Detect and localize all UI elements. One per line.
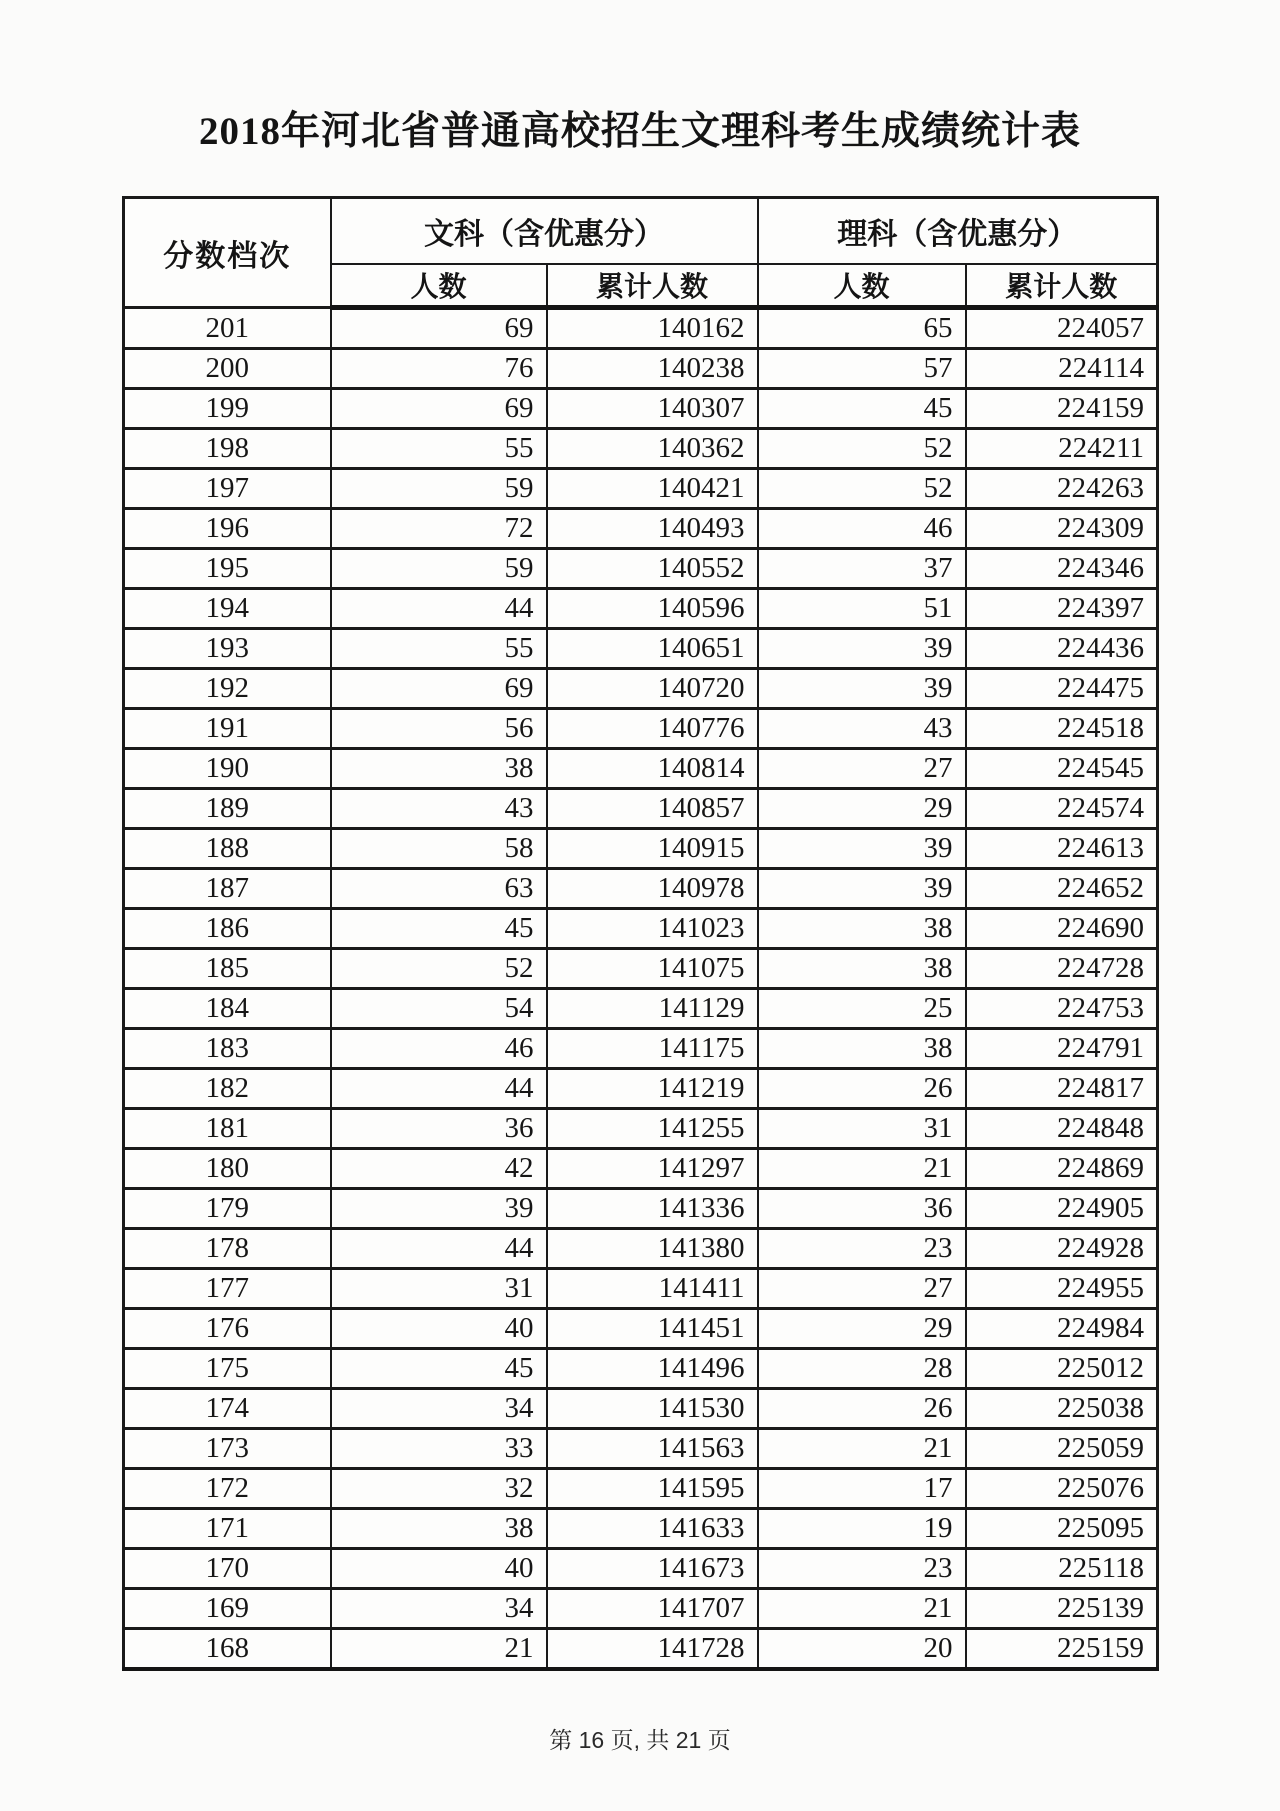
table-row <box>124 1469 1158 1509</box>
cell-science-cumulative: 224690 <box>966 909 1158 949</box>
cell-arts-count: 36 <box>331 1109 547 1149</box>
cell-science-cumulative: 224753 <box>966 989 1158 1029</box>
cell-science-count: 23 <box>758 1229 966 1269</box>
cell-arts-cumulative: 141595 <box>547 1469 758 1509</box>
table-row <box>124 949 1158 989</box>
table-row <box>124 1429 1158 1469</box>
cell-arts-cumulative: 140162 <box>547 308 758 349</box>
table-row <box>124 1589 1158 1629</box>
cell-arts-count: 38 <box>331 749 547 789</box>
cell-arts-cumulative: 141336 <box>547 1189 758 1229</box>
score-table-container <box>122 196 1159 1671</box>
cell-science-count: 26 <box>758 1069 966 1109</box>
cell-score-level: 176 <box>124 1309 331 1349</box>
score-table-body <box>124 308 1158 1670</box>
table-row <box>124 1389 1158 1429</box>
cell-science-count: 38 <box>758 949 966 989</box>
cell-science-cumulative: 224518 <box>966 709 1158 749</box>
cell-score-level: 193 <box>124 629 331 669</box>
cell-arts-cumulative: 141673 <box>547 1549 758 1589</box>
cell-science-cumulative: 225059 <box>966 1429 1158 1469</box>
cell-arts-count: 55 <box>331 629 547 669</box>
cell-science-cumulative: 225139 <box>966 1589 1158 1629</box>
header-arts-count: 人数 <box>331 264 547 308</box>
table-row <box>124 429 1158 469</box>
cell-science-cumulative: 224436 <box>966 629 1158 669</box>
cell-score-level: 181 <box>124 1109 331 1149</box>
cell-arts-cumulative: 141023 <box>547 909 758 949</box>
cell-science-cumulative: 224114 <box>966 349 1158 389</box>
header-score-level: 分数档次 <box>124 198 331 308</box>
cell-science-cumulative: 224545 <box>966 749 1158 789</box>
cell-score-level: 195 <box>124 549 331 589</box>
table-row <box>124 1109 1158 1149</box>
cell-score-level: 192 <box>124 669 331 709</box>
cell-science-cumulative: 224397 <box>966 589 1158 629</box>
cell-science-count: 21 <box>758 1589 966 1629</box>
cell-science-count: 29 <box>758 789 966 829</box>
header-arts-cumulative: 累计人数 <box>547 264 758 308</box>
cell-science-count: 26 <box>758 1389 966 1429</box>
cell-arts-cumulative: 141728 <box>547 1629 758 1670</box>
cell-arts-count: 45 <box>331 1349 547 1389</box>
cell-arts-count: 33 <box>331 1429 547 1469</box>
cell-arts-count: 55 <box>331 429 547 469</box>
cell-science-count: 52 <box>758 469 966 509</box>
cell-arts-cumulative: 140421 <box>547 469 758 509</box>
cell-science-cumulative: 225012 <box>966 1349 1158 1389</box>
cell-score-level: 201 <box>124 308 331 349</box>
cell-arts-cumulative: 140307 <box>547 389 758 429</box>
cell-science-cumulative: 224613 <box>966 829 1158 869</box>
table-row <box>124 389 1158 429</box>
cell-science-cumulative: 224905 <box>966 1189 1158 1229</box>
cell-arts-count: 31 <box>331 1269 547 1309</box>
cell-arts-count: 69 <box>331 308 547 349</box>
cell-science-count: 20 <box>758 1629 966 1670</box>
cell-arts-cumulative: 141255 <box>547 1109 758 1149</box>
cell-arts-cumulative: 141563 <box>547 1429 758 1469</box>
cell-science-cumulative: 224057 <box>966 308 1158 349</box>
cell-arts-count: 32 <box>331 1469 547 1509</box>
cell-score-level: 197 <box>124 469 331 509</box>
cell-science-count: 52 <box>758 429 966 469</box>
cell-science-count: 37 <box>758 549 966 589</box>
cell-arts-count: 40 <box>331 1309 547 1349</box>
cell-arts-cumulative: 141707 <box>547 1589 758 1629</box>
cell-science-cumulative: 224574 <box>966 789 1158 829</box>
cell-arts-count: 52 <box>331 949 547 989</box>
cell-arts-count: 54 <box>331 989 547 1029</box>
header-science-count: 人数 <box>758 264 966 308</box>
cell-science-count: 25 <box>758 989 966 1029</box>
cell-science-cumulative: 225095 <box>966 1509 1158 1549</box>
table-row <box>124 629 1158 669</box>
score-statistics-table <box>122 196 1159 1671</box>
table-row <box>124 869 1158 909</box>
cell-arts-count: 63 <box>331 869 547 909</box>
cell-arts-cumulative: 141175 <box>547 1029 758 1069</box>
cell-science-count: 39 <box>758 669 966 709</box>
cell-science-cumulative: 224346 <box>966 549 1158 589</box>
cell-score-level: 178 <box>124 1229 331 1269</box>
cell-science-cumulative: 224211 <box>966 429 1158 469</box>
header-arts-group: 文科（含优惠分） <box>331 198 758 265</box>
table-row <box>124 469 1158 509</box>
header-group-row <box>124 198 1158 265</box>
cell-arts-cumulative: 140552 <box>547 549 758 589</box>
cell-science-cumulative: 224848 <box>966 1109 1158 1149</box>
cell-arts-cumulative: 141451 <box>547 1309 758 1349</box>
cell-arts-cumulative: 141411 <box>547 1269 758 1309</box>
cell-score-level: 183 <box>124 1029 331 1069</box>
table-row <box>124 749 1158 789</box>
cell-score-level: 173 <box>124 1429 331 1469</box>
cell-science-count: 31 <box>758 1109 966 1149</box>
cell-science-count: 51 <box>758 589 966 629</box>
cell-score-level: 188 <box>124 829 331 869</box>
cell-score-level: 200 <box>124 349 331 389</box>
table-row <box>124 1189 1158 1229</box>
cell-science-count: 39 <box>758 629 966 669</box>
header-science-group: 理科（含优惠分） <box>758 198 1158 265</box>
table-row <box>124 349 1158 389</box>
cell-arts-count: 76 <box>331 349 547 389</box>
cell-science-cumulative: 224263 <box>966 469 1158 509</box>
cell-score-level: 189 <box>124 789 331 829</box>
table-row <box>124 989 1158 1029</box>
cell-arts-cumulative: 140720 <box>547 669 758 709</box>
cell-arts-cumulative: 141496 <box>547 1349 758 1389</box>
cell-score-level: 174 <box>124 1389 331 1429</box>
table-row <box>124 789 1158 829</box>
table-row <box>124 1349 1158 1389</box>
cell-score-level: 184 <box>124 989 331 1029</box>
cell-arts-count: 69 <box>331 669 547 709</box>
cell-score-level: 191 <box>124 709 331 749</box>
cell-science-count: 38 <box>758 1029 966 1069</box>
cell-score-level: 179 <box>124 1189 331 1229</box>
cell-science-cumulative: 224159 <box>966 389 1158 429</box>
cell-score-level: 169 <box>124 1589 331 1629</box>
cell-arts-cumulative: 140596 <box>547 589 758 629</box>
page-footer: 第 16 页, 共 21 页 <box>549 1727 731 1753</box>
table-row <box>124 709 1158 749</box>
cell-arts-count: 34 <box>331 1589 547 1629</box>
cell-arts-cumulative: 141075 <box>547 949 758 989</box>
cell-arts-count: 45 <box>331 909 547 949</box>
cell-science-count: 65 <box>758 308 966 349</box>
cell-arts-cumulative: 140238 <box>547 349 758 389</box>
cell-science-count: 21 <box>758 1149 966 1189</box>
cell-arts-count: 46 <box>331 1029 547 1069</box>
cell-score-level: 170 <box>124 1549 331 1589</box>
cell-science-cumulative: 225076 <box>966 1469 1158 1509</box>
cell-science-count: 21 <box>758 1429 966 1469</box>
cell-score-level: 175 <box>124 1349 331 1389</box>
cell-arts-count: 56 <box>331 709 547 749</box>
cell-arts-cumulative: 140651 <box>547 629 758 669</box>
cell-arts-count: 42 <box>331 1149 547 1189</box>
cell-score-level: 168 <box>124 1629 331 1670</box>
cell-science-cumulative: 224869 <box>966 1149 1158 1189</box>
cell-score-level: 172 <box>124 1469 331 1509</box>
cell-arts-count: 59 <box>331 549 547 589</box>
table-row <box>124 909 1158 949</box>
cell-arts-count: 34 <box>331 1389 547 1429</box>
cell-score-level: 190 <box>124 749 331 789</box>
cell-science-count: 39 <box>758 869 966 909</box>
table-header <box>124 198 1158 308</box>
table-row <box>124 1069 1158 1109</box>
cell-arts-cumulative: 140814 <box>547 749 758 789</box>
cell-score-level: 185 <box>124 949 331 989</box>
cell-score-level: 199 <box>124 389 331 429</box>
cell-science-count: 43 <box>758 709 966 749</box>
table-row <box>124 1629 1158 1670</box>
cell-science-count: 57 <box>758 349 966 389</box>
page-title: 2018年河北省普通高校招生文理科考生成绩统计表 <box>198 110 1081 153</box>
cell-arts-cumulative: 140362 <box>547 429 758 469</box>
cell-science-cumulative: 224928 <box>966 1229 1158 1269</box>
cell-arts-cumulative: 141530 <box>547 1389 758 1429</box>
cell-score-level: 198 <box>124 429 331 469</box>
header-science-cumulative: 累计人数 <box>966 264 1158 308</box>
table-row <box>124 549 1158 589</box>
cell-score-level: 186 <box>124 909 331 949</box>
cell-score-level: 187 <box>124 869 331 909</box>
cell-science-count: 23 <box>758 1549 966 1589</box>
cell-score-level: 177 <box>124 1269 331 1309</box>
cell-science-count: 36 <box>758 1189 966 1229</box>
cell-science-count: 38 <box>758 909 966 949</box>
cell-score-level: 182 <box>124 1069 331 1109</box>
cell-arts-cumulative: 141129 <box>547 989 758 1029</box>
cell-science-cumulative: 225118 <box>966 1549 1158 1589</box>
cell-arts-cumulative: 140857 <box>547 789 758 829</box>
cell-arts-count: 21 <box>331 1629 547 1670</box>
cell-science-count: 39 <box>758 829 966 869</box>
cell-arts-count: 39 <box>331 1189 547 1229</box>
table-row <box>124 1309 1158 1349</box>
cell-arts-count: 69 <box>331 389 547 429</box>
cell-science-cumulative: 224984 <box>966 1309 1158 1349</box>
cell-science-count: 27 <box>758 749 966 789</box>
cell-arts-count: 38 <box>331 1509 547 1549</box>
cell-score-level: 196 <box>124 509 331 549</box>
table-row <box>124 1229 1158 1269</box>
table-row <box>124 1549 1158 1589</box>
cell-science-count: 27 <box>758 1269 966 1309</box>
cell-science-cumulative: 224955 <box>966 1269 1158 1309</box>
cell-score-level: 180 <box>124 1149 331 1189</box>
table-row <box>124 308 1158 349</box>
cell-science-cumulative: 224728 <box>966 949 1158 989</box>
cell-arts-cumulative: 140776 <box>547 709 758 749</box>
cell-science-cumulative: 224309 <box>966 509 1158 549</box>
cell-science-cumulative: 225159 <box>966 1629 1158 1670</box>
cell-arts-count: 44 <box>331 589 547 629</box>
cell-arts-count: 44 <box>331 1229 547 1269</box>
cell-science-count: 17 <box>758 1469 966 1509</box>
cell-arts-cumulative: 141297 <box>547 1149 758 1189</box>
table-row <box>124 1269 1158 1309</box>
table-row <box>124 589 1158 629</box>
cell-arts-count: 43 <box>331 789 547 829</box>
cell-science-count: 29 <box>758 1309 966 1349</box>
cell-arts-count: 58 <box>331 829 547 869</box>
cell-arts-cumulative: 141219 <box>547 1069 758 1109</box>
cell-science-count: 19 <box>758 1509 966 1549</box>
cell-science-count: 46 <box>758 509 966 549</box>
cell-arts-cumulative: 140493 <box>547 509 758 549</box>
cell-science-count: 45 <box>758 389 966 429</box>
cell-score-level: 171 <box>124 1509 331 1549</box>
cell-science-cumulative: 224652 <box>966 869 1158 909</box>
cell-arts-cumulative: 141380 <box>547 1229 758 1269</box>
cell-arts-count: 59 <box>331 469 547 509</box>
table-row <box>124 829 1158 869</box>
cell-arts-cumulative: 141633 <box>547 1509 758 1549</box>
cell-science-cumulative: 224475 <box>966 669 1158 709</box>
cell-arts-count: 44 <box>331 1069 547 1109</box>
cell-science-count: 28 <box>758 1349 966 1389</box>
cell-arts-count: 72 <box>331 509 547 549</box>
table-row <box>124 669 1158 709</box>
cell-science-cumulative: 225038 <box>966 1389 1158 1429</box>
cell-arts-cumulative: 140978 <box>547 869 758 909</box>
table-row <box>124 1029 1158 1069</box>
table-row <box>124 1509 1158 1549</box>
cell-arts-count: 40 <box>331 1549 547 1589</box>
cell-arts-cumulative: 140915 <box>547 829 758 869</box>
cell-score-level: 194 <box>124 589 331 629</box>
cell-science-cumulative: 224791 <box>966 1029 1158 1069</box>
table-row <box>124 509 1158 549</box>
table-row <box>124 1149 1158 1189</box>
cell-science-cumulative: 224817 <box>966 1069 1158 1109</box>
